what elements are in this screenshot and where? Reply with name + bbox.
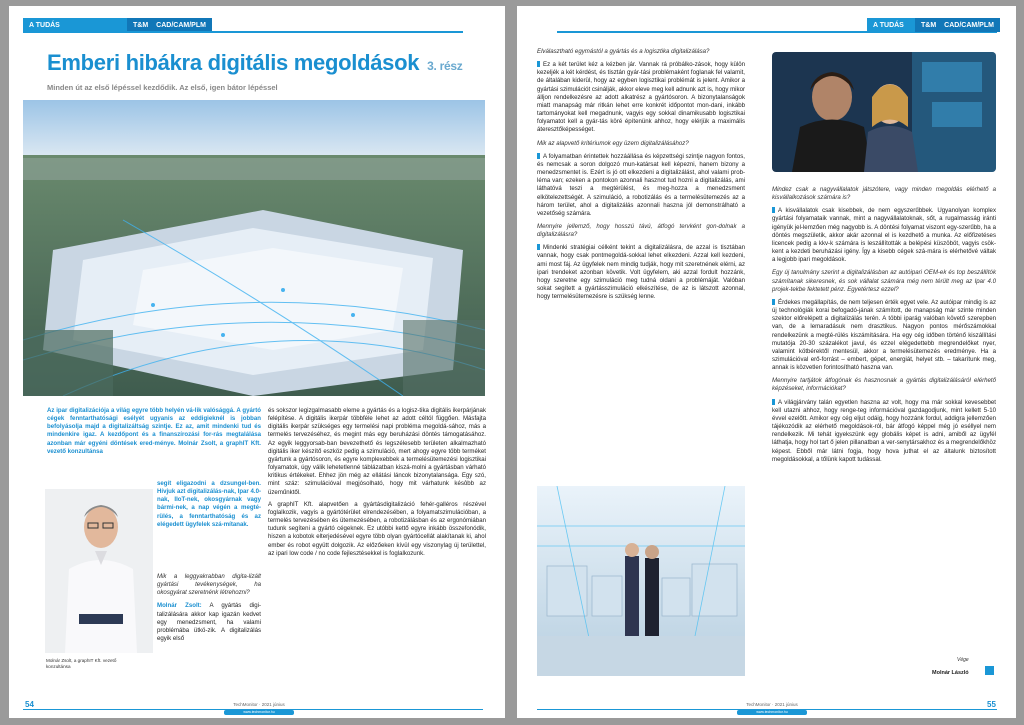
article-title [47, 50, 462, 76]
answer-4-text: A kisvállalatok csak kisebbek, de nem egyszerűbbek. Ugyanolyan komplex gyártási folyamataik vannak, mint a nagyvállalatoknak, sőt, a rugalmasság iránti igényük jel-lemzően még nagyobb is. A döntési folyamat viszont egy-szerűbb, ha a döntés megszületik, akkor akár azonnal el is kezdhető a munka. Az előfizetéses licencek pedig a kkv-k számára is leszállították a belépési küszöböt, vagyis csök-kent a kezdeti beruházási igény. Így a kisebb cégek szá-mára is elérhetővé váltak a legjobb ipari megoldások. [772, 207, 996, 264]
question-4: Mindez csak a nagyvállalatok játszótere, vagy minden megoldás elérhető a kisvállalkozások számára is? [772, 186, 996, 202]
page-number: 54 [25, 700, 34, 709]
lead-continuation [157, 480, 261, 533]
answer-1 [157, 602, 261, 643]
section-header [867, 18, 1000, 32]
question-6: Mennyire tartjátok átfogónak és hasznosnak a gyártás digitalizálásáról elérhető képzéseket, információkat? [772, 377, 996, 393]
question-2: Mik az alapvető kritériumok egy üzem digitalizálásához? [537, 139, 689, 147]
footer-url[interactable]: www.techmonitor.hu [224, 710, 294, 715]
answer-3 [537, 244, 745, 301]
answer-1-text: Ez a két terület kéz a kézben jár. Vannak rá próbálko-zások, hogy külön kezeljék a két kérdést, és tisztán gyár-tási problémaként foglanak fel valamit, de általában kiderül, hogy az egyben logisztikai problémát is jelent. Amikor a gyártási szimulációt csinálják, akkor eleve meg kell adnunk azt is, hogy mikor álljon rendelkezésre az adott alkatrész a gyártósoron. A bizonytalanságok miatt manapság már ritkán lehet erre konkrét időpontot mon-dani, inkább tartományokat kell megadnunk, vagyis egy sokkal dinamikusabb logisztikai folyamatot kell a gyár-tás köré építenünk ahhoz, hogy elérjük a maximális áteresztőképességet. [537, 61, 745, 134]
question-1: Elválasztható egymástól a gyártás és a logisztika digitalizálása? [537, 48, 710, 55]
column-2-paragraph-1: és sokszor legizgalmasabb eleme a gyártás és a logisz-tika digitális ikerpárjának felépítése. A digitális ikerpár többféle lehet az adott céltól függően. Másfajta digitális ikerpár szükséges egy termelési napi probléma megoldá-sához, más a termelés tervezéséhez, és megint más egy beruházási döntés támogatásához. Az egyik leggyorsab-ban bevezethető és legszélesebb területen alkalmazható digitális iker készítő eszköz pedig a szimuláció, mert ahogy egyre több terméket gyártunk a gyártósoron, és egyre komplexebbek a termelésütemezési logisztikai folyamatok, úgy válik lehetetlenné táblázatban kiszá-molni a gyártásban várható kritikus értékeket. Ehhez jön még az ellátási láncok bizonytalansága. Egy szó, mint száz: szimulációval megjósolható, hogy mit várhatunk késôbb az üzeműnktől. [268, 407, 486, 496]
answer-5-text: Érdekes megállapítás, de nem teljesen érték egyet vele. Az autóipar mindig is az új technológiák korai befogadó-jának számított, de manapság már szinte minden szektor előrelépett a digitalizálás terén. A többi iparág valóban követő szerepben van, de a lemaradásuk nem drasztikus. Nagyon pontos mérőszámokkal rendelkezünk a megté-rülés kiszámítására. Ha egy cég időben történő kiszállítási mutatója 20-30 százalékot javul, és ezzel elégedettebb megrendelőket nyer, valamint kötbérektől mentesül, akkor a termelésütemezés eredménye. Ha a szimulációval erő-forrást – embert, gépet, energiát, helyet stb. – takarítunk meg, annak is közvetlen forintosítható haszna van. [772, 298, 996, 372]
answer-marker [537, 244, 540, 250]
left-column-2 [268, 407, 486, 562]
right-column-2 [772, 186, 996, 468]
answer-2-text: A folyamatban érintettek hozzáállása és képzettségi szintje nagyon fontos, és nemcsak a soron dolgozó mun-katársat kell képezni, hanem bizony a menedzsmentet is. Ezért is jó ott elkezdeni a digitalizálást, ahol valami prob-léma van; ezeken a pontokon azonnali hasznot tud hozni a digitalizálás, ami láthatóvá teszi a megtérülést, és meg-hozza a menedzsment elkötelezettségét. A szimuláció, a robotizálás és a termelésütemezés az a három terület, ahol a digitalizálás azonnali haszna jól demonstrálható a vezetőség számára. [537, 152, 745, 217]
footer-url[interactable]: www.techmonitor.hu [737, 710, 807, 715]
section-header [23, 18, 212, 32]
answer-2 [537, 153, 745, 218]
title-part: 3. rész [427, 59, 463, 73]
answer-3-text: Mindenki stratégiai célként tekint a digitalizálásra, de azzal is tisztában vannak, hogy csak pontmegoldá-sokkal lehet elkezdeni. Azzal kell kezdeni, ami most fáj. Az ügyfelek nem mindig tudják, hogy mit szeretnének elérni, az ipari trendeket azonban követik. Volt ügyfelem, aki azzal fordult hozzánk, hogy szeretne egy szimuláció meg tudná oldani a problémáját. Valóban sokat segített a gyártásszimuláció elkészítése, de az is látszott azonnal, hogy termelésütemezésre is szükség lenne. [537, 244, 745, 301]
answer-4 [772, 207, 996, 264]
category-label-2: CAD/CAM/PLM [154, 18, 212, 32]
header-rule [23, 31, 463, 33]
portrait-caption: Molnár Zsolt, a graphIT Kft. vezető konzultánsa [46, 658, 117, 669]
title-text: Emberi hibákra digitális megoldások [47, 50, 420, 75]
answer-marker [772, 299, 775, 305]
lead-paragraph: Az ipar digitalizációja a világ egyre több helyén vá-lik valósággá. A gyártó cégek fenntarthatósági esélyét ugyanis az eddigieknél is jobban befolyásolja majd a digitalizáltság szintje. Ez az, amit mindenki tud és mindenkire igaz. A kezdőpont és a finanszírozási for-rás megtalálása azonban már egyéni döntések ered-ménye. Molnár Zsolt, a graphIT Kft. vezető konzultánsa [47, 407, 261, 455]
lead-paragraph-2: segít eligazodni a dzsungel-ben. Hívjuk azt digitalizálás-nak, Ipar 4.0-nak, IIoT-nek, okosgyárnak vagy bármi-nek, a nap végén a megté-rülés, a fenntarthatóság és az elégedett ügyfelek szá-mítanak. [157, 480, 261, 528]
category-label-1: T&M [127, 18, 154, 32]
factory-hall-image [537, 486, 745, 676]
factory-aerial-image [23, 100, 485, 396]
category-label-2: CAD/CAM/PLM [942, 18, 1000, 32]
answer-marker [537, 153, 540, 159]
category-label-1: T&M [915, 18, 942, 32]
column-2-paragraph-2: A graphIT Kft. alapvetően a gyártásdigitalizáció fehér-galléros részével foglalkozik, vagyis a gyártótérület elrendezésében, a folyamatszimulációban, a termelés tervezésében és ütemezésében, a robotizálásban és az ergonómiában tudunk segíteni a gyártó cégeknek. Ez utóbbi kettő egyre inkább összefonódik, hiszen a kobotok elterjedésével egyre több olyan gyártócellát alakítanak ki, ahol ember és robot együtt dolgozik. Az előzőeken kívül egy viszonylag új területtel, az ipari low code / no code fejlesztésekkel is foglalkozunk. [268, 500, 486, 557]
article-subtitle: Minden út az első lépéssel kezdődik. Az első, igen bátor lépéssel [47, 83, 278, 92]
answer-5 [772, 299, 996, 372]
end-mark: Vége [957, 657, 969, 663]
answer-1-text: A gyártás digi-talizálására akkor kap igazán kedvet egy menedzsment, ha valami problémába ütkö-zik. A digitalizálás egyik első [157, 602, 261, 643]
answer-marker [772, 207, 775, 213]
interview-column-1 [157, 568, 261, 647]
section-label: A TUDÁS [23, 18, 127, 32]
page-number: 55 [987, 700, 996, 709]
author-name: Molnár László [932, 670, 969, 676]
footer-magazine: TechMonitor · 2021 június [233, 702, 285, 707]
question-5: Egy új tanulmány szerint a digitalizálásban az autóipari OEM-ek és top beszállítók számítanak sikeresnek, és sok vállalat számára még nem térült meg az Ipar 4.0 projek-tekbe fektetett pénz. Egyetértesz ezzel? [772, 269, 996, 293]
answer-6-text: A világjárvány talán egyetlen haszna az volt, hogy ma már sokkal kevesebbet kell utazni ahhoz, hogy renge-teg információval gazdagodjunk, mint kellett 5-10 évvel ezelőtt. Amikor egy cég eljut odáig, hogy hozzánk fordul, addigra jellemzően tájékozódik az elérhető megoldások-ról, bár átfogó képpel még jó eséllyel nem rendelkezik. Mi tehát igyekszünk egy globális képet is adni, amiből az ügyfél láthatja, hogy hol tart ő jelen pillanatban a ver-senytársakhoz és a megrendelőkhöz képest. Ebből már látni fogja, hogy hova juthat el az általunk biztosított megoldásokkal, a tőlünk kapott tudással. [772, 398, 996, 463]
answer-1-speaker: Molnár Zsolt: [157, 602, 202, 610]
right-column-1 [537, 48, 745, 305]
answer-1 [537, 61, 745, 134]
left-page [9, 6, 505, 718]
question-1: Mik a leggyakrabban digita-lizált gyártási tevékenységek, ha okosgyárat szeretnénk létrehozni? [157, 573, 261, 597]
footer-magazine: TechMonitor · 2021 június [746, 702, 798, 707]
answer-marker [772, 399, 775, 405]
section-label: A TUDÁS [867, 18, 915, 32]
answer-6 [772, 399, 996, 464]
portrait-image [45, 489, 153, 653]
engineers-image [772, 52, 996, 172]
answer-marker [537, 61, 540, 67]
left-column-1 [47, 407, 261, 460]
question-3: Mennyire jellemző, hogy hosszú távú, átfogó tervként gon-dolnak a digitalizálásra? [537, 222, 745, 239]
magazine-logo-icon [985, 666, 994, 675]
right-page [517, 6, 1016, 718]
